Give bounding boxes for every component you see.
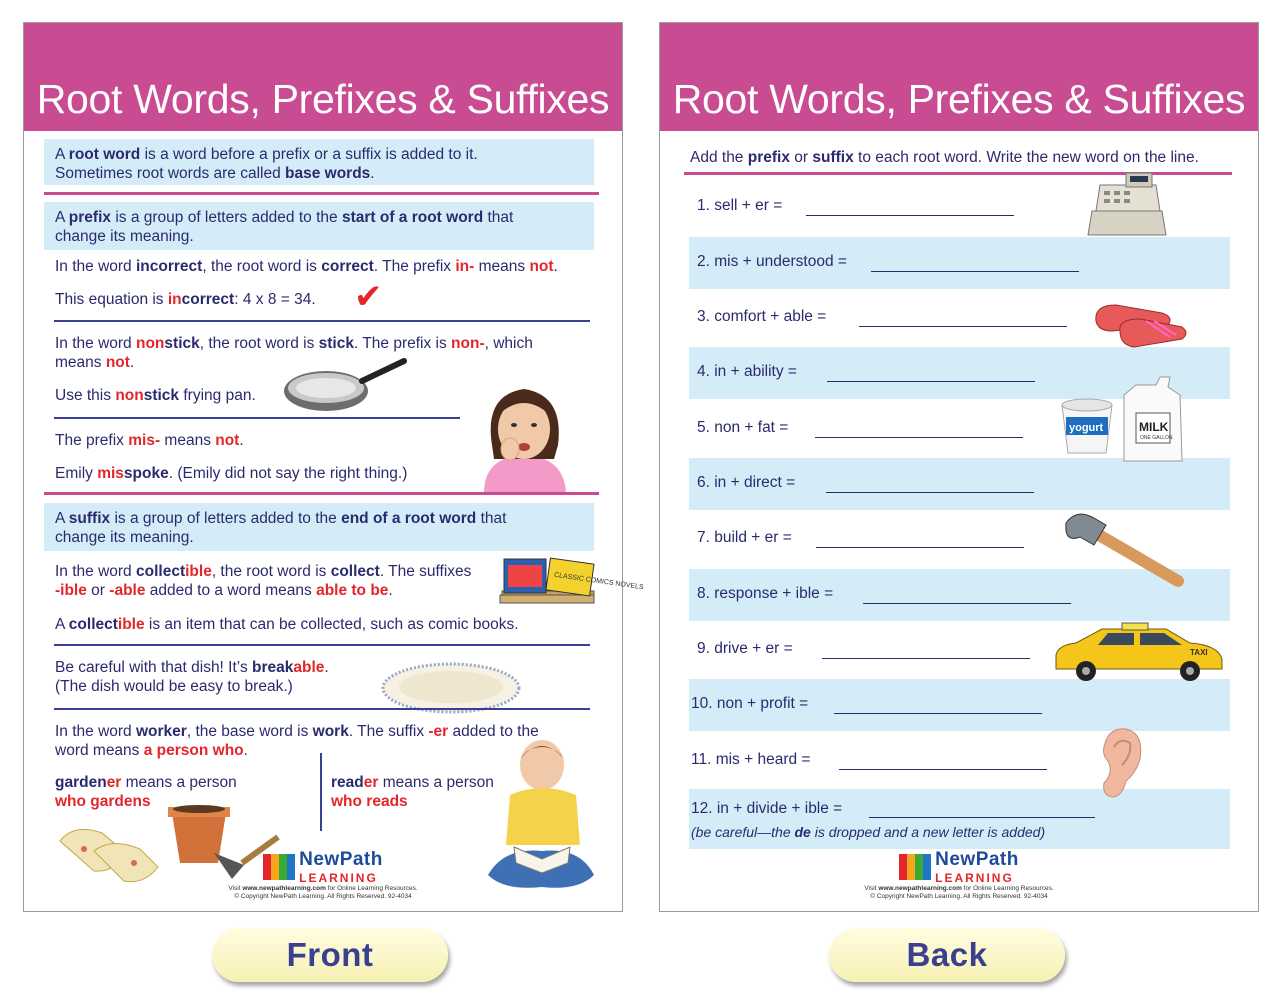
divider (54, 417, 460, 419)
exercise-prompt: 1. sell + er = (697, 197, 783, 214)
answer-line[interactable] (827, 381, 1035, 382)
copyright-line: © Copyright NewPath Learning. All Rights Reserved. 92-4034 (870, 893, 1048, 900)
exercise-row (689, 789, 1230, 849)
hammer-image (1058, 503, 1184, 597)
girl-image (454, 375, 594, 493)
exercise-row (689, 679, 1230, 731)
back-instruction: Add the prefix or suffix to each root word. Write the new word on the line. (690, 149, 1199, 166)
divider (54, 644, 590, 646)
logo-text: NewPath (299, 849, 383, 870)
slippers-image (1090, 291, 1190, 353)
collectible-sentence-line3: A collectible is an item that can be collected, such as comic books. (55, 616, 519, 633)
prefix-definition-line2: change its meaning. (55, 228, 194, 245)
nonstick-sentence-line1: In the word nonstick, the root word is stick. The prefix is non-, which (55, 335, 533, 352)
taxi-label: TAXI (1190, 648, 1208, 657)
back-card (659, 22, 1259, 912)
front-title: Root Words, Prefixes & Suffixes (36, 76, 610, 122)
divider (54, 708, 590, 710)
milk-sub-label: ONE GALLON (1140, 435, 1173, 441)
yogurt-and-milk-image (1060, 375, 1190, 465)
copyright-line: © Copyright NewPath Learning. All Rights Reserved. 92-4034 (234, 893, 412, 900)
exercise-prompt: 2. mis + understood = (697, 253, 847, 270)
exercise-prompt: 8. response + ible = (697, 585, 834, 602)
dish-sentence-line2: (The dish would be easy to break.) (55, 678, 293, 695)
logo-text: NewPath (935, 849, 1019, 870)
exercise-prompt: 11. mis + heard = (691, 751, 811, 768)
exercise-prompt: 9. drive + er = (697, 640, 793, 657)
answer-line[interactable] (834, 713, 1042, 714)
back-button[interactable]: Back (829, 928, 1065, 982)
incorrect-sentence: In the word incorrect, the root word is correct. The prefix in- means not. (55, 258, 558, 275)
equation-sentence: This equation is incorrect: 4 x 8 = 34. (55, 291, 316, 308)
exercise-prompt: 6. in + direct = (697, 474, 796, 491)
ear-image (1096, 725, 1146, 803)
exercise-prompt: 7. build + er = (697, 529, 792, 546)
worker-sentence-line1: In the word worker, the base word is work. The suffix -er added to the (55, 723, 539, 740)
gardener-line2: who gardens (55, 793, 151, 810)
logo-mark-icon (263, 854, 295, 880)
root-definition-line1: A root word is a word before a prefix or a suffix is added to it. (55, 146, 478, 163)
milk-label: MILK (1139, 420, 1169, 434)
divider (44, 192, 599, 195)
answer-line[interactable] (839, 769, 1047, 770)
suffix-definition-line1: A suffix is a group of letters added to the end of a root word that (55, 510, 507, 527)
red-checkmark-icon: ✔ (354, 278, 383, 316)
newpath-logo (24, 849, 622, 885)
back-title-banner (660, 23, 1258, 131)
newpath-logo (660, 849, 1258, 885)
column-divider (320, 753, 322, 831)
nonstick-sentence-line2: means not. (55, 354, 135, 371)
gardener-line1: gardener means a person (55, 774, 237, 791)
logo-subtext: LEARNING (299, 871, 378, 885)
comic-books-image (498, 555, 644, 609)
dish-sentence-line1: Be careful with that dish! It’s breakable. (55, 659, 329, 676)
reader-line1: reader means a person (331, 774, 494, 791)
front-button[interactable]: Front (212, 928, 448, 982)
taxi-image (1050, 621, 1226, 683)
front-title-banner (24, 23, 622, 131)
mis-sentence: The prefix mis- means not. (55, 432, 244, 449)
comic-cover-text: CLASSIC COMICS NOVELS (553, 571, 644, 592)
answer-line[interactable] (822, 658, 1030, 659)
frying-pan-image (282, 357, 408, 417)
exercise-prompt: 12. in + divide + ible = (691, 800, 843, 817)
pan-sentence: Use this nonstick frying pan. (55, 387, 256, 404)
exercise-prompt: 10. non + profit = (691, 695, 809, 712)
logo-mark-icon (899, 854, 931, 880)
divider (54, 320, 590, 322)
answer-line[interactable] (863, 603, 1071, 604)
back-title: Root Words, Prefixes & Suffixes (672, 76, 1246, 122)
answer-line[interactable] (815, 437, 1023, 438)
answer-line[interactable] (826, 492, 1034, 493)
prefix-definition-line1: A prefix is a group of letters added to the start of a root word that (55, 209, 514, 226)
answer-line[interactable] (806, 215, 1014, 216)
exercise-prompt: 5. non + fat = (697, 419, 789, 436)
answer-line[interactable] (816, 547, 1024, 548)
exercise-row (689, 237, 1230, 289)
cash-register-image (1086, 171, 1170, 243)
worker-sentence-line2: word means a person who. (55, 742, 248, 759)
reader-line2: who reads (331, 793, 408, 810)
suffix-definition-line2: change its meaning. (55, 529, 194, 546)
yogurt-label: yogurt (1069, 422, 1104, 434)
visit-line: Visit www.newpathlearning.com for Online Learning Resources. (864, 885, 1054, 892)
visit-line: Visit www.newpathlearning.com for Online Learning Resources. (228, 885, 418, 892)
exercise-prompt: 4. in + ability = (697, 363, 797, 380)
collectible-sentence-line1: In the word collectible, the root word is collect. The suffixes (55, 563, 472, 580)
exercise-prompt: 3. comfort + able = (697, 308, 827, 325)
logo-subtext: LEARNING (935, 871, 1014, 885)
emily-sentence: Emily misspoke. (Emily did not say the right thing.) (55, 465, 408, 482)
collectible-sentence-line2: -ible or -able added to a word means able to be. (55, 582, 393, 599)
root-definition-line2: Sometimes root words are called base words. (55, 165, 375, 182)
answer-line[interactable] (859, 326, 1067, 327)
divider (44, 492, 599, 495)
exercise-note: (be careful—the de is dropped and a new letter is added) (691, 824, 1046, 840)
exercise-row (689, 735, 1230, 787)
answer-line[interactable] (871, 271, 1079, 272)
answer-line[interactable] (869, 817, 1095, 818)
front-card (23, 22, 644, 912)
